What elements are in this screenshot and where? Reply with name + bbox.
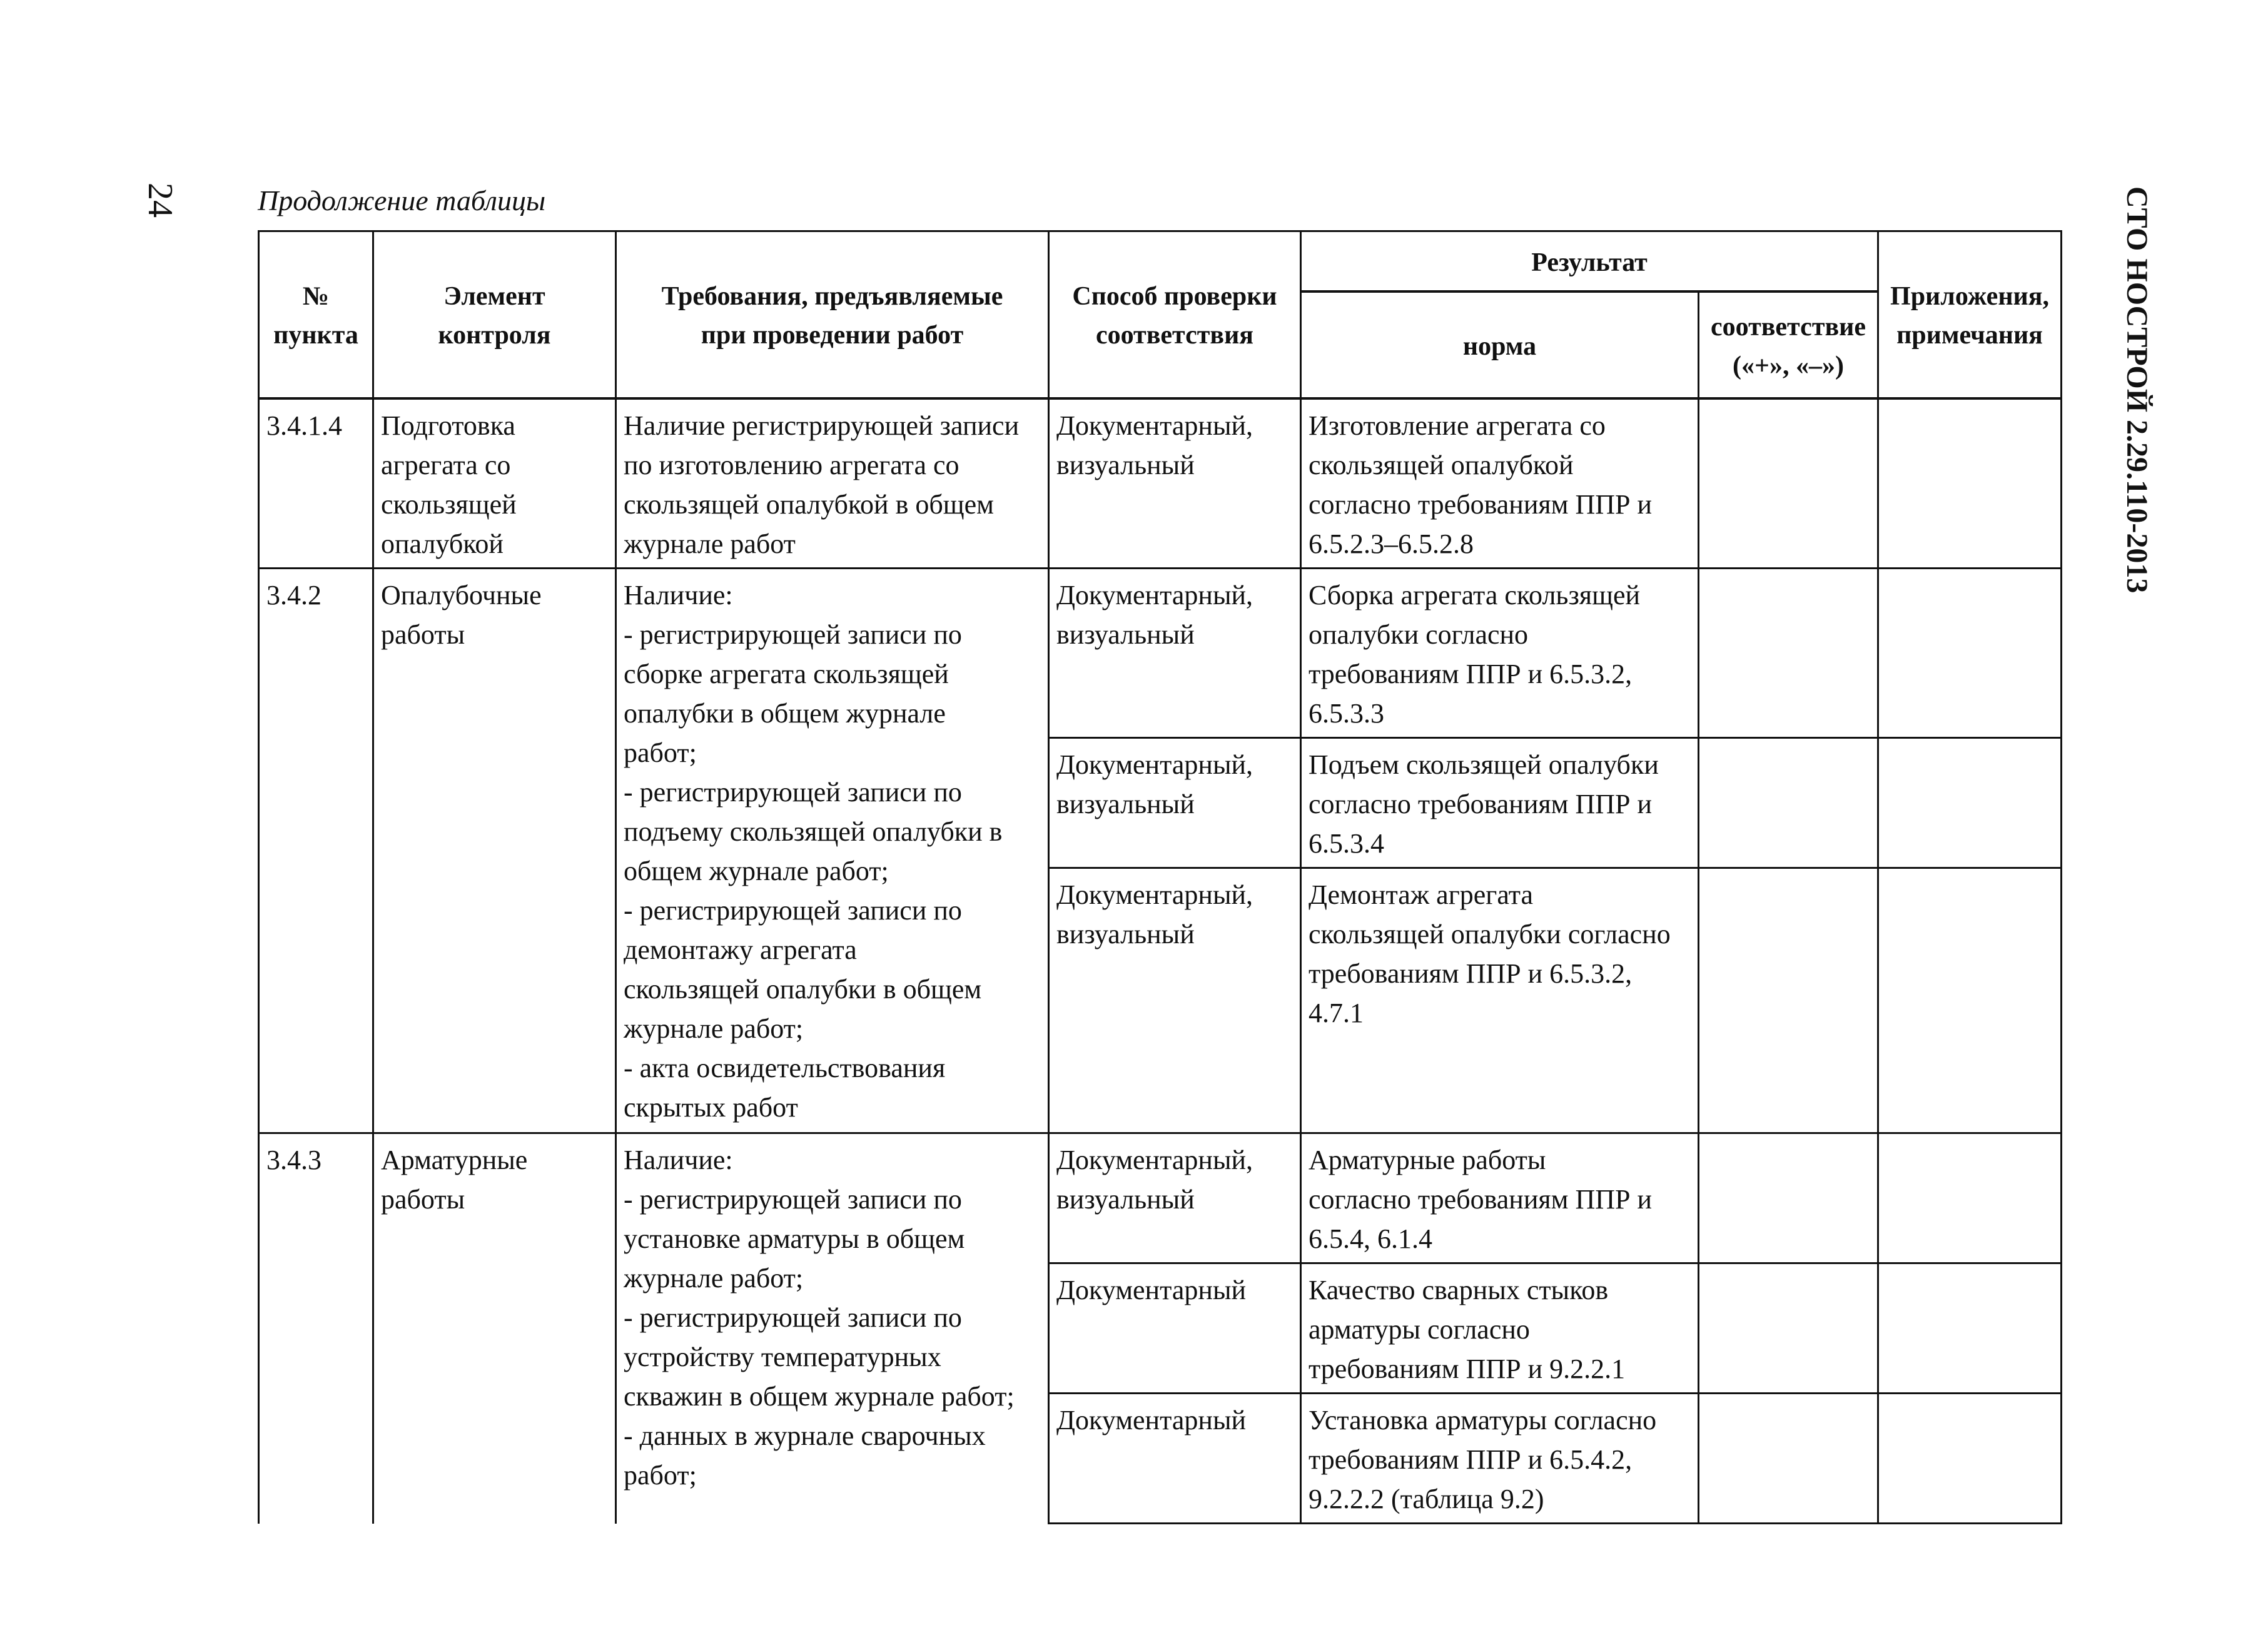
table-row [259, 1133, 2062, 1263]
header-num: № пункта [259, 231, 373, 399]
header-norm: норма [1301, 291, 1699, 398]
table-row [259, 398, 2062, 569]
row-notes [1878, 1394, 2062, 1524]
table-body [259, 398, 2062, 1524]
header-result: Результат [1301, 231, 1878, 292]
header-notes: Приложения, примечания [1878, 231, 2062, 399]
header-element: Элемент контроля [373, 231, 616, 399]
row-method: Документарный [1049, 1263, 1301, 1394]
header-compliance: соответствие («+», «–») [1699, 291, 1878, 398]
row-notes [1878, 398, 2062, 569]
table-caption: Продолжение таблицы [258, 185, 546, 216]
row-compliance [1699, 398, 1878, 569]
row-method: Документарный, визуальный [1049, 398, 1301, 569]
row-norm: Сборка агрегата скользящей опалубки согласно требованиям ППР и 6.5.3.2, 6.5.3.3 [1301, 569, 1699, 738]
row-element: Арматурные работы [373, 1133, 616, 1524]
row-method: Документарный, визуальный [1049, 569, 1301, 738]
row-element: Опалубочные работы [373, 569, 616, 1133]
header-requirements: Требования, предъявляемые при проведении работ [616, 231, 1049, 399]
row-num: 3.4.3 [259, 1133, 373, 1524]
row-requirements: Наличие: - регистрирующей записи по сборке агрегата скользящей опалубки в общем журнале работ; - регистрирующей записи по подъему скользящей опалубки в общем журнале работ; - регистрирующей записи по демонтажу агрегата скользящей опалубки в общем журнале работ; - акта освидетельствования скрытых работ [616, 569, 1049, 1133]
row-norm: Подъем скользящей опалубки согласно требованиям ППР и 6.5.3.4 [1301, 738, 1699, 868]
row-notes [1878, 738, 2062, 868]
row-compliance [1699, 868, 1878, 1133]
row-notes [1878, 1133, 2062, 1263]
row-element: Подготовка агрегата со скользящей опалубкой [373, 398, 616, 569]
row-norm: Демонтаж агрегата скользящей опалубки согласно требованиям ППР и 6.5.3.2, 4.7.1 [1301, 868, 1699, 1133]
inspection-table [258, 230, 2062, 1524]
row-compliance [1699, 738, 1878, 868]
row-compliance [1699, 569, 1878, 738]
row-method: Документарный, визуальный [1049, 868, 1301, 1133]
row-notes [1878, 868, 2062, 1133]
row-notes [1878, 1263, 2062, 1394]
row-num: 3.4.2 [259, 569, 373, 1133]
row-compliance [1699, 1263, 1878, 1394]
row-method: Документарный, визуальный [1049, 1133, 1301, 1263]
row-method: Документарный, визуальный [1049, 738, 1301, 868]
row-norm: Качество сварных стыков арматуры согласно требованиям ППР и 9.2.2.1 [1301, 1263, 1699, 1394]
row-norm: Арматурные работы согласно требованиям ППР и 6.5.4, 6.1.4 [1301, 1133, 1699, 1263]
row-requirements: Наличие регистрирующей записи по изготовлению агрегата со скользящей опалубкой в общем журнале работ [616, 398, 1049, 569]
row-norm: Установка арматуры согласно требованиям ППР и 6.5.4.2, 9.2.2.2 (таблица 9.2) [1301, 1394, 1699, 1524]
page-number: 24 [141, 183, 180, 218]
row-notes [1878, 569, 2062, 738]
header-method: Способ проверки соответствия [1049, 231, 1301, 399]
row-compliance [1699, 1133, 1878, 1263]
standard-code: СТО НОСТРОЙ 2.29.110-2013 [2120, 186, 2154, 594]
row-compliance [1699, 1394, 1878, 1524]
row-num: 3.4.1.4 [259, 398, 373, 569]
table-header [259, 231, 2062, 399]
row-norm: Изготовление агрегата со скользящей опалубкой согласно требованиям ППР и 6.5.2.3–6.5.2.8 [1301, 398, 1699, 569]
table-row [259, 569, 2062, 738]
row-method: Документарный [1049, 1394, 1301, 1524]
row-requirements: Наличие: - регистрирующей записи по установке арматуры в общем журнале работ; - регистрирующей записи по устройству температурных скважин в общем журнале работ; - данных в журнале сварочных работ; [616, 1133, 1049, 1524]
